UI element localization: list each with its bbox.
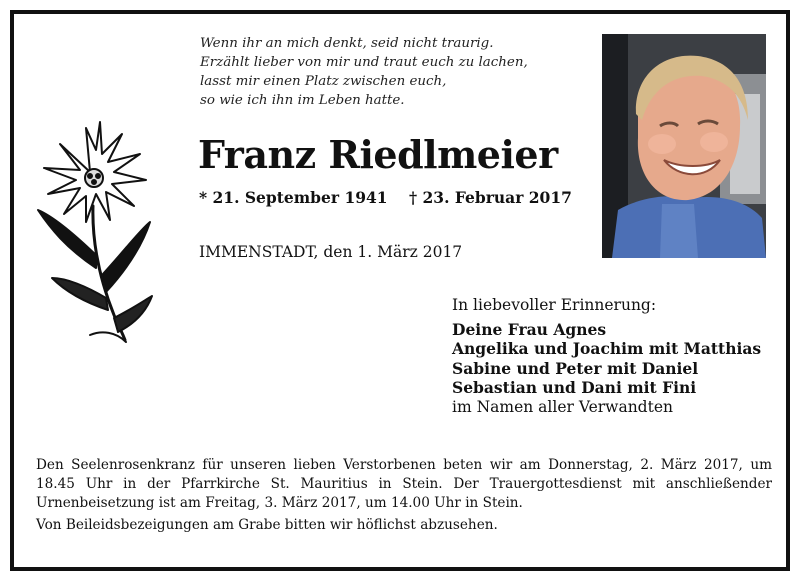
family-outro: im Namen aller Verwandten [452, 397, 673, 416]
death-date: † 23. Februar 2017 [409, 188, 572, 207]
poem-line: so wie ich ihn im Leben hatte. [200, 93, 405, 108]
poem-line: Wenn ihr an mich denkt, seid nicht traurig. [200, 36, 494, 51]
poem-line: Erzählt lieber von mir und traut euch zu lachen, [200, 55, 528, 70]
family-member: Deine Frau Agnes [452, 319, 607, 339]
portrait-photo [602, 34, 766, 258]
deceased-name: Franz Riedlmeier [198, 132, 558, 177]
family-member: Angelika und Joachim mit Matthias [452, 339, 762, 358]
service-details: Den Seelenrosenkranz für unseren lieben Verstorbenen beten wir am Donnerstag, 2. März 2017, um 18.45 Uhr in der Pfarrkirche St. Mauritius in Stein. Der Trauergottesdienst mit anschließender Urnenbeisetzung ist am Freitag, 3. März 2017, um 14.00 Uhr in Stein. [36, 457, 772, 511]
family-signature [452, 296, 761, 417]
condolence-note: Von Beileidsbezeigungen am Grabe bitten wir höflichst abzusehen. [36, 517, 498, 533]
service-notice [36, 456, 772, 535]
family-intro: In liebevoller Erinnerung: [452, 296, 657, 314]
family-member: Sebastian und Dani mit Fini [452, 378, 697, 397]
poem-line: lasst mir einen Platz zwischen euch, [200, 74, 447, 89]
family-member: Sabine und Peter mit Daniel [452, 358, 699, 378]
edelweiss-icon [30, 110, 160, 350]
birth-date: * 21. September 1941 [199, 188, 388, 207]
place-date: IMMENSTADT, den 1. März 2017 [199, 243, 463, 261]
poem [200, 34, 600, 110]
